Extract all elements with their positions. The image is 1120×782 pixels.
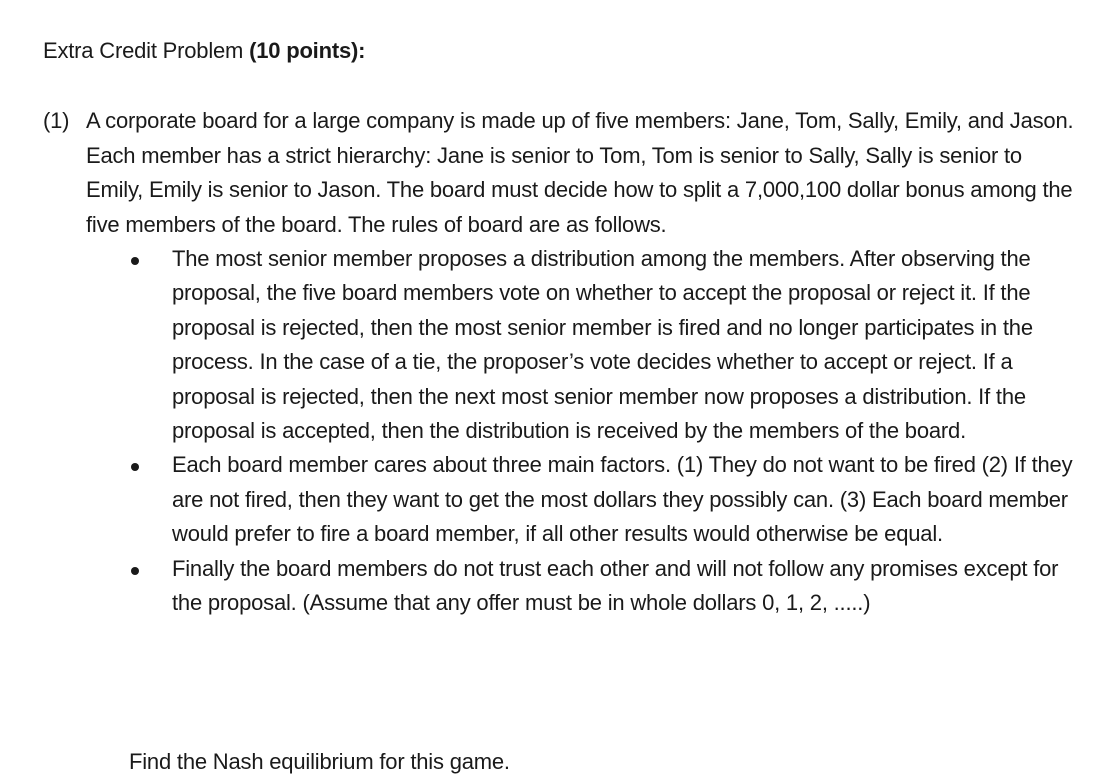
title-text: Extra Credit Problem	[43, 38, 250, 63]
rule-text: The most senior member proposes a distribution among the members. After observing the proposal, the five board members vote on whether to accept the proposal or reject it. If the proposal is rejected, then the most senior member is fired and no longer participates in the process. In the case of a tie, the proposer’s vote decides whether to accept or reject. If a proposal is rejected, then the next most senior member now proposes a distribution. If the proposal is accepted, then the distribution is received by the members of the board.	[172, 246, 1033, 444]
rule-text: Finally the board members do not trust each other and will not follow any promises except for the proposal. (Assume that any offer must be in whole dollars 0, 1, 2, .....)	[172, 555, 1059, 616]
question-text: Find the Nash equilibrium for this game.	[129, 749, 510, 774]
bullet-icon	[131, 567, 139, 575]
problem-block	[43, 104, 1073, 620]
bullet-icon	[131, 257, 139, 265]
list-item	[172, 552, 1077, 621]
bullet-icon	[131, 463, 139, 471]
list-item	[172, 242, 1077, 448]
list-item	[172, 448, 1077, 551]
problem-number: (1)	[43, 108, 70, 133]
title-points: (10 points):	[249, 38, 366, 63]
page-title	[43, 36, 365, 66]
problem-intro: A corporate board for a large company is made up of five members: Jane, Tom, Sally, Emily, and Jason. Each member has a strict hierarchy: Jane is senior to Tom, Tom is senior to Sally, Sally is senior to Emily, Emily is senior to Jason. The board must decide how to split a 7,000,100 dollar bonus among the five members of the board. The rules of board are as follows.	[86, 108, 1074, 237]
rule-text: Each board member cares about three main factors. (1) They do not want to be fired (2) If they are not fired, then they want to get the most dollars they possibly can. (3) Each board member would prefer to fire a board member, if all other results would otherwise be equal.	[172, 452, 1073, 547]
rules-list	[172, 242, 1077, 620]
